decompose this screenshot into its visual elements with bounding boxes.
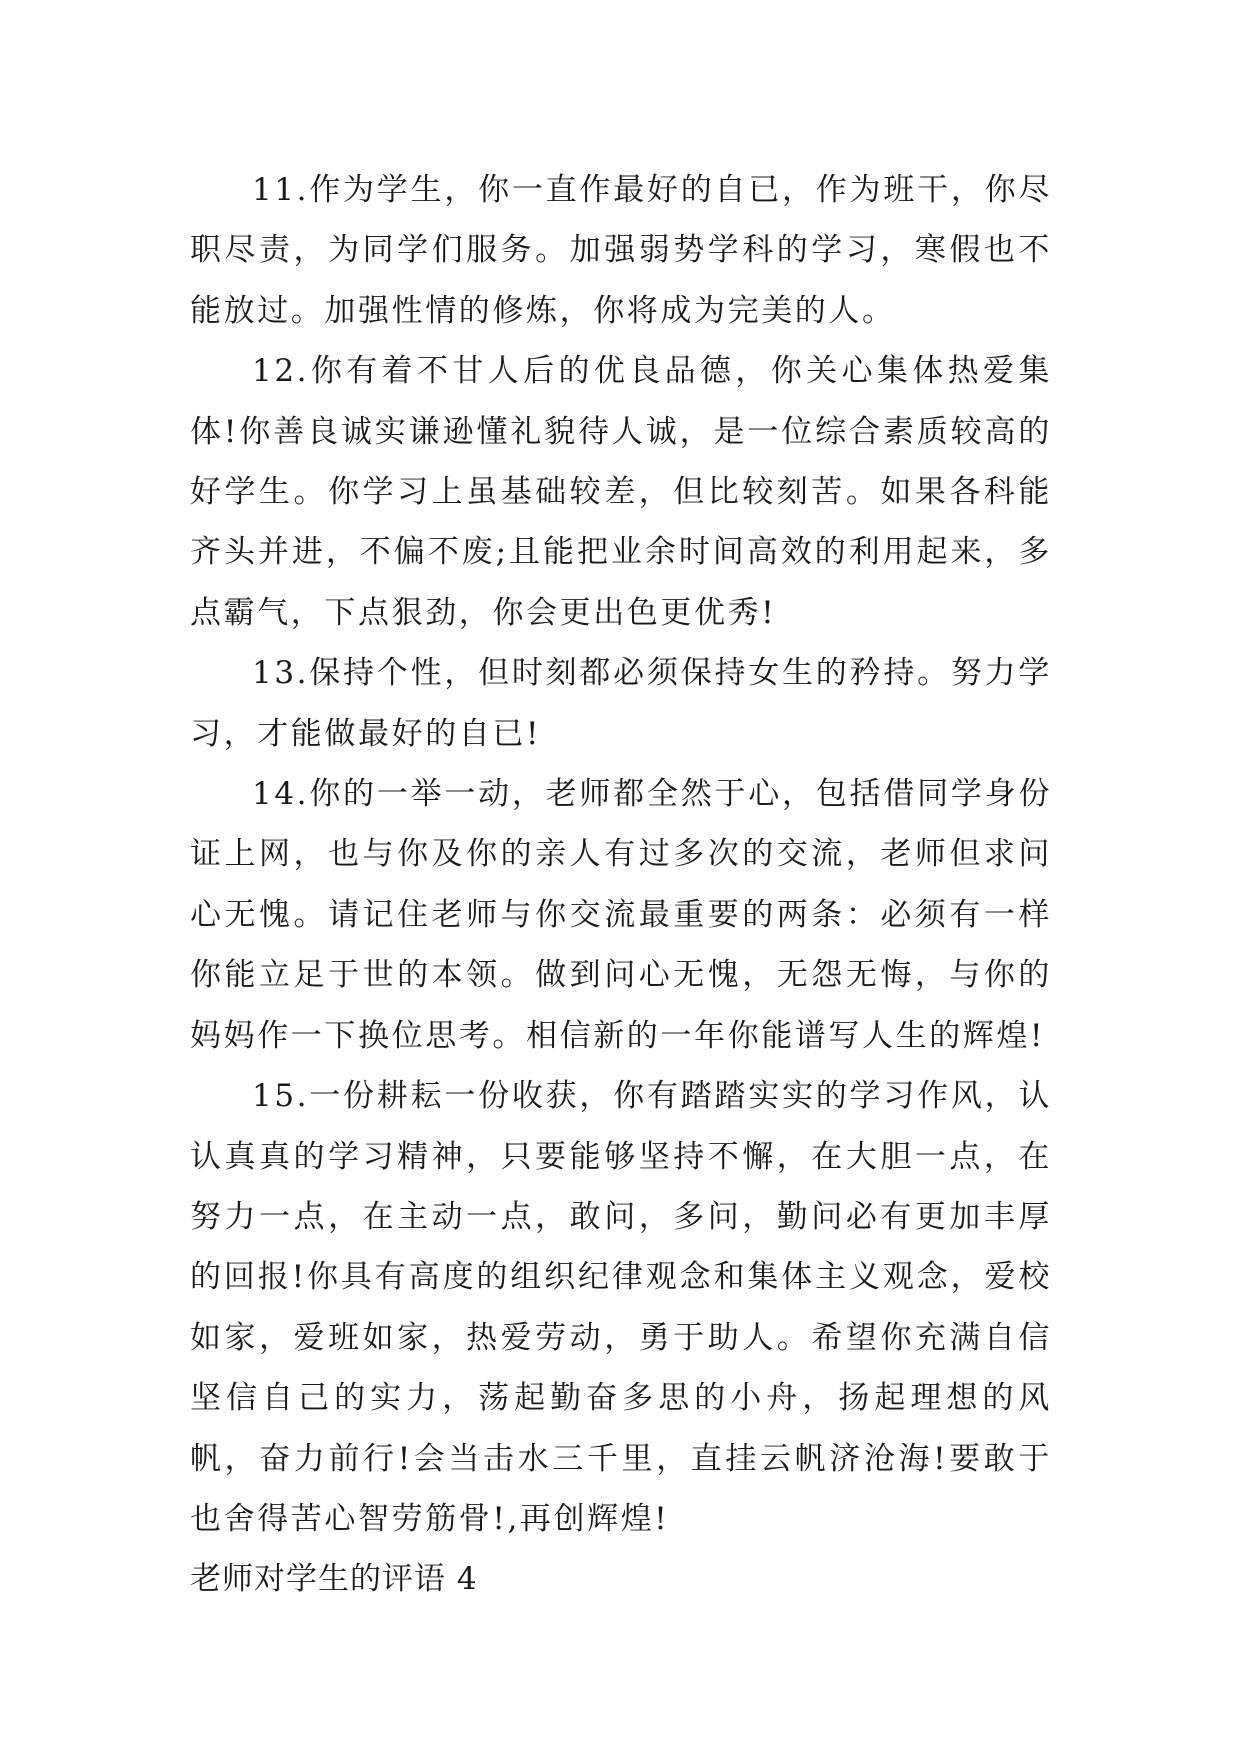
paragraph-13: 13.保持个性，但时刻都必须保持女生的矜持。努力学习，才能做最好的自已! bbox=[190, 655, 1052, 752]
paragraph-12: 12.你有着不甘人后的优良品德，你关心集体热爱集体!你善良诚实谦逊懂礼貌待人诚，是一位综合素质较高的好学生。你学习上虽基础较差，但比较刻苦。如果各科能齐头并进，不偏不废;且能把业余时间高效的利用起来，多点霸气，下点狠劲，你会更出色更优秀! bbox=[190, 353, 1052, 631]
paragraph-15: 15.一份耕耘一份收获，你有踏踏实实的学习作风，认认真真的学习精神，只要能够坚持不懈，在大胆一点，在努力一点，在主动一点，敢问，多问，勤问必有更加丰厚的回报!你具有高度的组织纪律观念和集体主义观念，爱校如家，爱班如家，热爱劳动，勇于助人。希望你充满自信坚信自己的实力，荡起勤奋多思的小舟，扬起理想的风帆，奋力前行!会当击水三千里，直挂云帆济沧海!要敢于也舍得苦心智劳筋骨!,再创辉煌! bbox=[190, 1078, 1052, 1537]
paragraph-11: 11.作为学生，你一直作最好的自已，作为班干，你尽职尽责，为同学们服务。加强弱势学科的学习，寒假也不能放过。加强性情的修炼，你将成为完美的人。 bbox=[190, 172, 1052, 329]
section-heading: 老师对学生的评语 4 bbox=[190, 1561, 478, 1598]
document-page bbox=[190, 160, 1052, 1610]
paragraph-14: 14.你的一举一动，老师都全然于心，包括借同学身份证上网，也与你及你的亲人有过多次的交流，老师但求问心无愧。请记住老师与你交流最重要的两条：必须有一样你能立足于世的本领。做到问心无愧，无怨无悔，与你的妈妈作一下换位思考。相信新的一年你能谱写人生的辉煌! bbox=[190, 776, 1052, 1054]
